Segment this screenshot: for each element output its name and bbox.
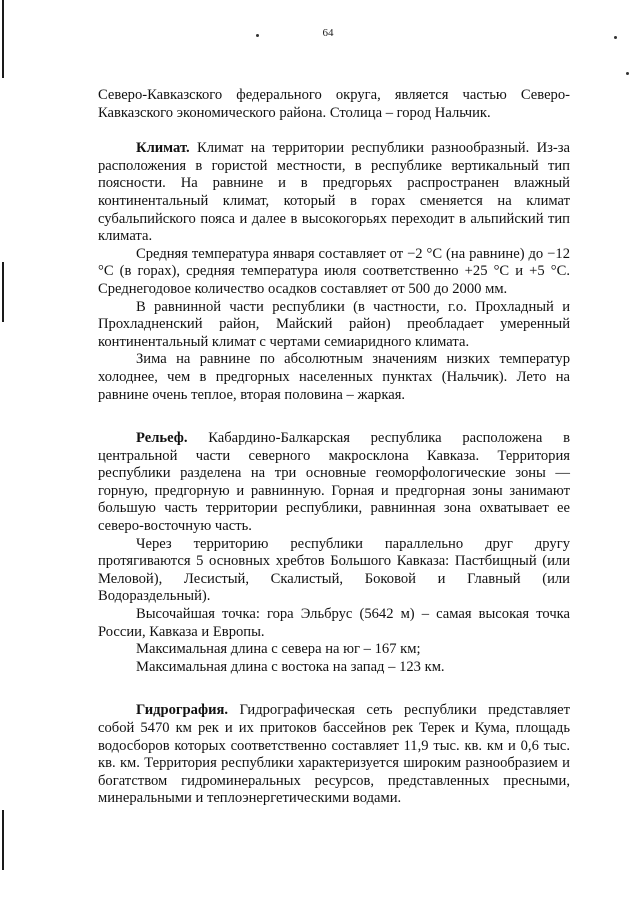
relief-paragraph xyxy=(98,430,570,536)
scan-edge-mark xyxy=(2,0,4,78)
page-number: 64 xyxy=(322,27,334,39)
relief-length-ns: Максимальная длина с севера на юг – 167 км; xyxy=(136,641,421,658)
scan-edge-mark xyxy=(2,262,4,322)
climate-temperature-paragraph: Средняя температура января составляет от −2 °С (на равнине) до −12 °С (в горах), средняя температура июля соответственно +25 °С и +5 °С. Среднегодовое количество осадков составляет от 500 до 2000 мм. xyxy=(98,245,570,297)
hydrography-paragraph xyxy=(98,702,570,808)
relief-length-ew: Максимальная длина с востока на запад – 123 км. xyxy=(136,658,445,675)
hydrography-text: Гидрографическая сеть республики представляет собой 5470 км рек и их притоков бассейнов рек Терек и Кума, площадь водосборов которых соответственно составляет 11,9 тыс. кв. км и 0,6 тыс. кв. км. Территория республики характеризуется широким разнообразием и богатством гидроминеральных ресурсов, представленных пресными, минеральными и теплоэнергетическими водами. xyxy=(98,702,570,807)
relief-highest-point-paragraph: Высочайшая точка: гора Эльбрус (5642 м) – самая высокая точка России, Кавказа и Европы. xyxy=(98,606,570,640)
scan-edge-mark xyxy=(2,810,4,870)
climate-paragraph xyxy=(98,140,570,246)
relief-ridges-paragraph: Через территорию республики параллельно друг другу протягиваются 5 основных хребтов Большого Кавказа: Пастбищный (или Меловой), Лесистый, Скалистый, Боковой и Главный (или Водораздельный). xyxy=(98,535,570,605)
climate-plain-paragraph: В равнинной части республики (в частности, г.о. Прохладный и Прохладненский район, Майский район) преобладает умеренный континентальный климат с чертами семиаридного климата. xyxy=(98,298,570,350)
relief-heading: Рельеф. xyxy=(136,430,188,447)
intro-paragraph: Северо-Кавказского федерального округа, является частью Северо-Кавказского экономического района. Столица – город Нальчик. xyxy=(98,87,570,121)
hydrography-heading: Гидрография. xyxy=(136,702,229,719)
document-body xyxy=(98,87,570,808)
climate-winter-paragraph: Зима на равнине по абсолютным значениям низких температур холоднее, чем в предгорных населенных пунктах (Нальчик). Лето на равнине очень теплое, вторая половина – жаркая. xyxy=(98,351,570,403)
scan-speck xyxy=(614,36,617,39)
relief-text: Кабардино-Балкарская республика расположена в центральной части северного макросклона Кавказа. Территория республики разделена на три основные геоморфологические зоны — горную, предгорную и равнинную. Горная и предгорная зоны занимают большую часть территории республики, равнинная зона охватывает ее северо-восточную часть. xyxy=(98,430,570,535)
scan-speck xyxy=(256,34,259,37)
scan-speck xyxy=(626,72,629,75)
climate-heading: Климат. xyxy=(136,140,190,157)
climate-text: Климат на территории республики разнообразный. Из-за расположения в гористой местности, в республике вертикальный тип поясности. На равнине и в предгорьях распространен влажный континентальный климат, который в горах сменяется на климат субальпийского пояса и далее в высокогорьях переходит в альпийский тип климата. xyxy=(98,140,570,245)
